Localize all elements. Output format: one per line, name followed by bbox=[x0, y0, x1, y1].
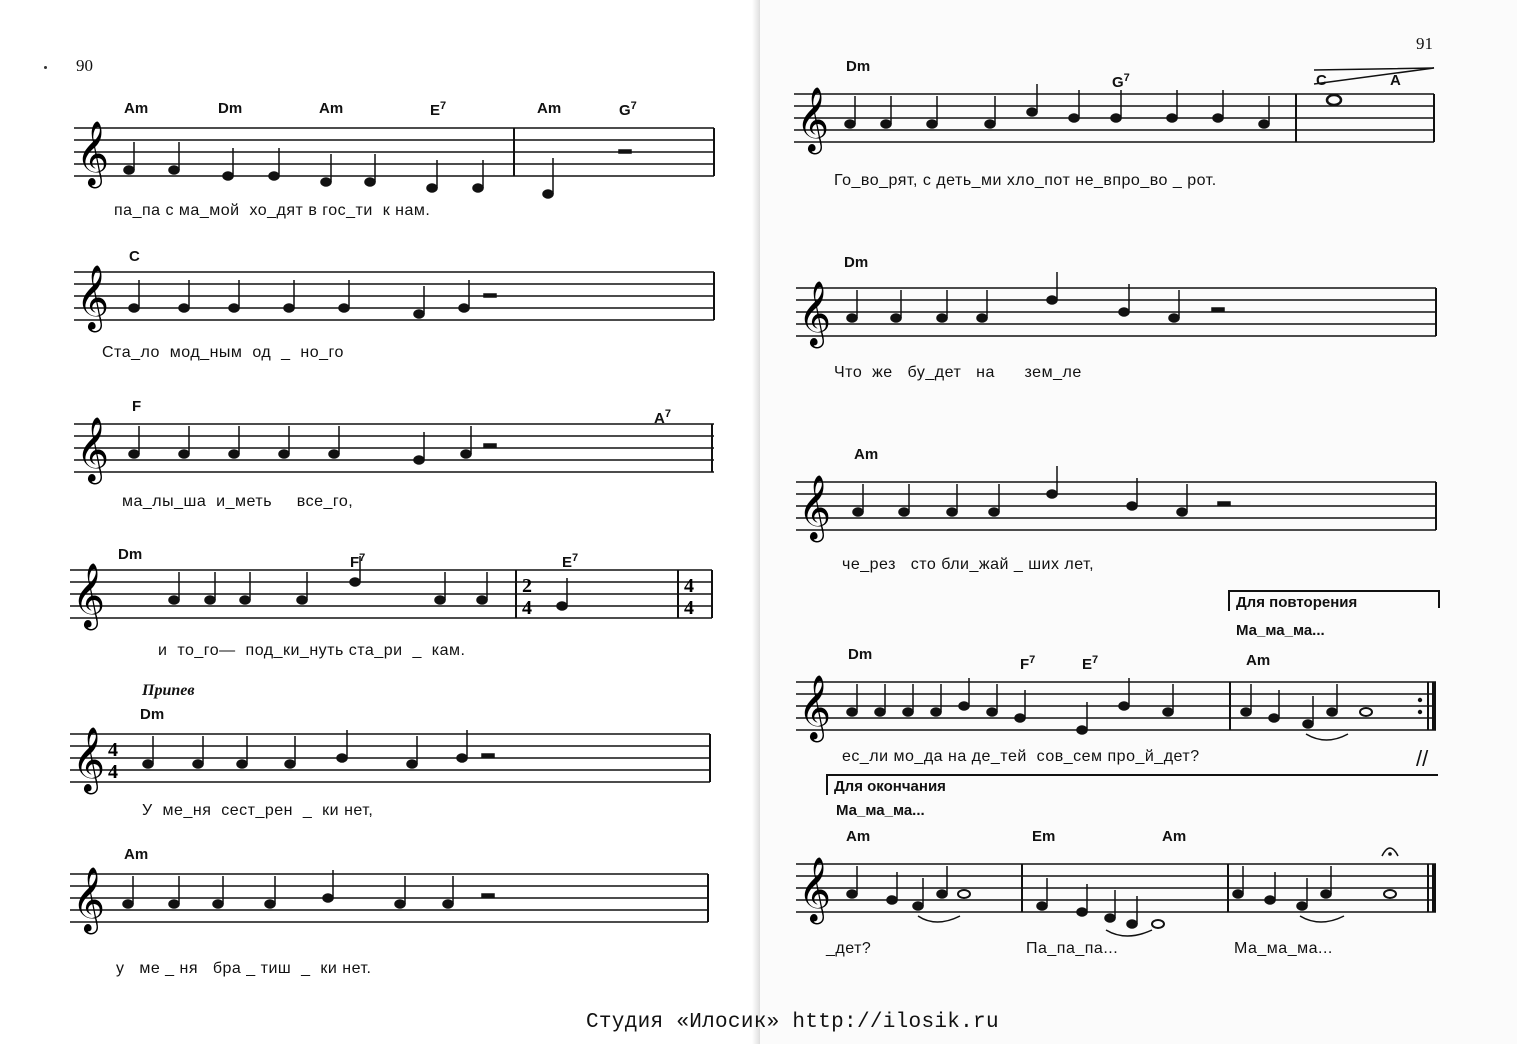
lyric-line: Го_во_рят, с деть_ми хло_пот не_впро_во _ рот. bbox=[834, 172, 1217, 189]
chord-symbol: $A^7$ bbox=[654, 408, 671, 427]
chord-row bbox=[796, 646, 1446, 674]
slur-mark bbox=[1306, 734, 1348, 740]
chord-symbol: Dm bbox=[118, 546, 143, 563]
lyric-line: ес_ли мо_да на де_тей сов_сем про_й_дет? bbox=[842, 748, 1200, 765]
chord-row bbox=[796, 254, 1446, 282]
music-staff bbox=[70, 867, 720, 944]
chord-symbol: $E^7$ bbox=[430, 100, 447, 119]
staff-system-3 bbox=[74, 398, 719, 528]
treble-clef-icon: 𝄞 bbox=[72, 563, 106, 628]
repeat-section-label: Для повторения bbox=[1228, 590, 1438, 611]
chord-symbol: $G^7$ bbox=[1112, 72, 1130, 91]
page-number-left: 90 bbox=[76, 56, 93, 75]
page-speck bbox=[44, 66, 47, 69]
chord-symbol: Am bbox=[319, 100, 344, 117]
treble-clef-icon: 𝄞 bbox=[798, 675, 832, 740]
svg-text:4: 4 bbox=[108, 761, 118, 783]
treble-clef-icon: 𝄞 bbox=[76, 121, 110, 186]
lyric-line: у ме _ ня бра _ тиш _ ки нет. bbox=[116, 960, 372, 977]
chord-symbol: Dm bbox=[846, 58, 871, 75]
chord-row bbox=[796, 828, 1446, 856]
chord-symbol: Dm bbox=[848, 646, 873, 663]
chord-row bbox=[70, 846, 720, 874]
music-staff bbox=[70, 727, 720, 804]
chord-symbol: Dm bbox=[844, 254, 869, 271]
lyric-line: па_па с ма_мой хо_дят в гос_ти к нам. bbox=[114, 202, 431, 219]
lyric-line: ма_лы_ша и_меть все_го, bbox=[122, 493, 354, 510]
slur-mark bbox=[918, 916, 960, 922]
notes bbox=[129, 426, 496, 464]
treble-clef-icon: 𝄞 bbox=[72, 727, 106, 792]
chord-symbol: $F^7$ bbox=[1020, 654, 1036, 673]
music-staff bbox=[796, 675, 1446, 752]
treble-clef-icon: 𝄞 bbox=[798, 857, 832, 922]
notes bbox=[124, 142, 631, 198]
section-end-mark: // bbox=[1416, 746, 1429, 771]
left-page bbox=[0, 0, 755, 1044]
ending-section-lyric: Ма_ма_ма... bbox=[836, 802, 925, 819]
staff-system-1 bbox=[74, 100, 719, 230]
time-signature: 4 bbox=[684, 575, 694, 597]
music-staff bbox=[796, 281, 1446, 358]
chord-symbol: F bbox=[132, 398, 142, 415]
treble-clef-icon: 𝄞 bbox=[798, 281, 832, 346]
chord-symbol: Am bbox=[537, 100, 562, 117]
notes bbox=[123, 870, 494, 908]
chord-row bbox=[70, 706, 720, 734]
slur-mark bbox=[1300, 916, 1344, 922]
music-staff bbox=[796, 475, 1446, 552]
staff-system-r3 bbox=[796, 446, 1446, 586]
lyric-line: У ме_ня сест_рен _ ки нет, bbox=[142, 802, 374, 819]
treble-clef-icon: 𝄞 bbox=[76, 417, 110, 482]
music-staff bbox=[70, 563, 720, 640]
section-label-chorus: Припев bbox=[142, 682, 195, 699]
music-staff bbox=[794, 87, 1444, 164]
lyric-fragment: Па_па_па... bbox=[1026, 940, 1119, 957]
chord-symbol: Am bbox=[1246, 652, 1271, 669]
staff-system-r4 bbox=[796, 590, 1446, 770]
time-signature: 2 bbox=[522, 575, 532, 597]
right-page bbox=[760, 0, 1517, 1044]
chord-symbol: A bbox=[1390, 72, 1401, 89]
chord-row bbox=[74, 398, 719, 426]
chord-symbol: $E^7$ bbox=[562, 552, 579, 571]
staff-system-5 bbox=[70, 682, 720, 832]
staff-system-r2 bbox=[796, 254, 1446, 394]
treble-clef-icon: 𝄞 bbox=[76, 265, 110, 330]
notes bbox=[143, 730, 494, 768]
ending-section-label: Для окончания bbox=[826, 774, 1438, 795]
svg-text:4: 4 bbox=[522, 597, 532, 619]
chord-symbol: $G^7$ bbox=[619, 100, 637, 119]
staff-system-2 bbox=[74, 248, 719, 378]
lyric-fragment: Ма_ма_ма... bbox=[1234, 940, 1333, 957]
lyric-fragment: _дет? bbox=[826, 940, 872, 957]
lyric-line: Ста_ло мод_ным од _ но_го bbox=[102, 344, 344, 361]
chord-symbol: Am bbox=[846, 828, 871, 845]
lyric-line: Что же бу_дет на зем_ле bbox=[834, 364, 1082, 381]
lyric-line: че_рез сто бли_жай _ ших лет, bbox=[842, 556, 1095, 573]
chord-symbol: Am bbox=[854, 446, 879, 463]
treble-clef-icon: 𝄞 bbox=[796, 87, 830, 152]
chord-symbol: $E^7$ bbox=[1082, 654, 1099, 673]
chord-symbol: Am bbox=[124, 846, 149, 863]
music-staff bbox=[74, 265, 719, 342]
slur-mark bbox=[1106, 930, 1152, 936]
chord-symbol: C bbox=[129, 248, 140, 265]
chord-row bbox=[796, 446, 1446, 474]
chord-row bbox=[74, 100, 719, 128]
chord-symbol: Am bbox=[1162, 828, 1187, 845]
chord-symbol: $F^7$ bbox=[350, 552, 366, 571]
repeat-section-lyric: Ма_ма_ма... bbox=[1236, 622, 1325, 639]
staff-system-r1 bbox=[794, 58, 1444, 198]
music-staff bbox=[74, 121, 719, 198]
footer-credit: Студия «Илосик» http://ilosik.ru bbox=[586, 1011, 999, 1034]
svg-text:4: 4 bbox=[684, 597, 694, 619]
staff-system-4 bbox=[70, 546, 720, 676]
chord-symbol: Dm bbox=[218, 100, 243, 117]
chord-symbol: Am bbox=[124, 100, 149, 117]
treble-clef-icon: 𝄞 bbox=[72, 867, 106, 932]
lyric-line: и то_го— под_ки_нуть ста_ри _ кам. bbox=[158, 642, 466, 659]
time-signature: 4 bbox=[108, 739, 118, 761]
page-number-right: 91 bbox=[1416, 34, 1433, 53]
staff-system-6 bbox=[70, 846, 720, 986]
chord-symbol: C bbox=[1316, 72, 1327, 89]
chord-symbol: Em bbox=[1032, 828, 1056, 845]
repeat-dot bbox=[1418, 698, 1422, 702]
chord-row bbox=[794, 58, 1444, 91]
chord-symbol: Dm bbox=[140, 706, 165, 723]
notes bbox=[129, 280, 496, 318]
staff-system-r5 bbox=[796, 770, 1446, 970]
treble-clef-icon: 𝄞 bbox=[798, 475, 832, 540]
music-staff bbox=[796, 857, 1446, 944]
